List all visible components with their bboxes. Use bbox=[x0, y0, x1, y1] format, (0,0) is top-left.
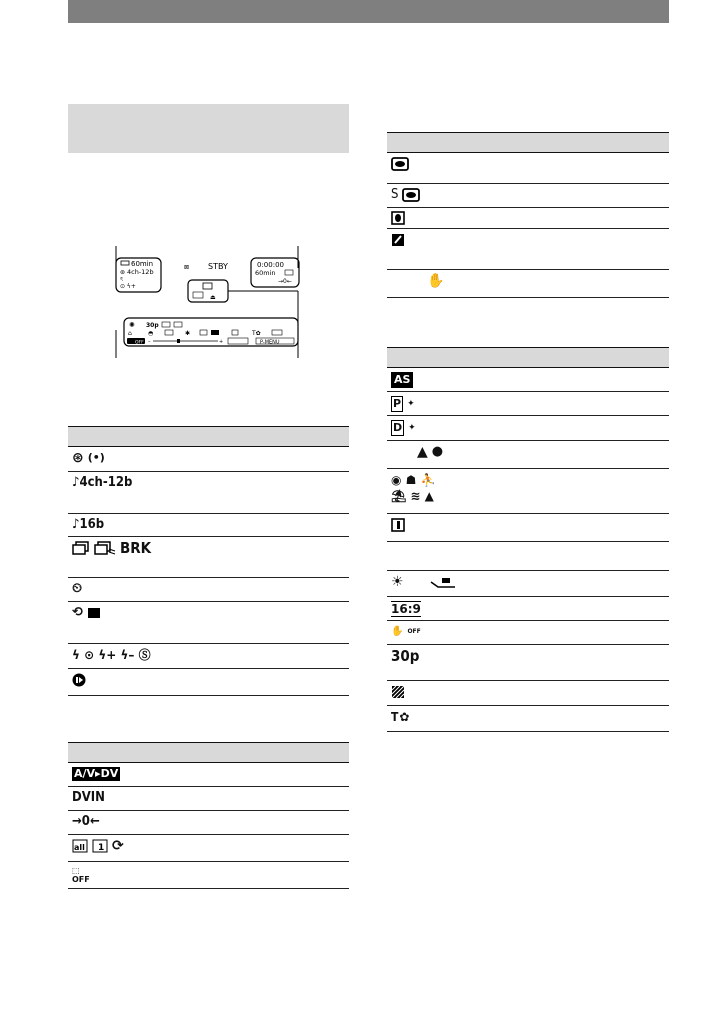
diagram-audio: 4ch-12b bbox=[127, 268, 154, 276]
svg-text:⊙ ϟ+: ⊙ ϟ+ bbox=[120, 283, 136, 290]
row-dv-in: DVIN bbox=[68, 787, 349, 811]
row-steadyshot-off: ✋ OFF bbox=[387, 621, 669, 645]
left-table-1 bbox=[68, 426, 349, 696]
left-table-2 bbox=[68, 742, 349, 889]
row-audio-16b: ♪16b bbox=[68, 514, 349, 537]
row-super-nightshot: S bbox=[387, 184, 669, 208]
row-shake-warning: ✋ bbox=[387, 270, 669, 298]
row-color-slow bbox=[387, 208, 669, 229]
svg-text:⊠: ⊠ bbox=[184, 264, 190, 271]
svg-text:✱: ✱ bbox=[185, 330, 191, 337]
top-bar bbox=[68, 0, 669, 23]
row-digital-effect: D ✦ bbox=[387, 416, 669, 441]
svg-text:+: + bbox=[219, 339, 224, 345]
diagram-30p: 30p bbox=[146, 322, 159, 329]
diagram-counter: 0:00:00 bbox=[257, 261, 284, 269]
svg-text:✺: ✺ bbox=[129, 321, 135, 329]
table-header bbox=[68, 426, 349, 447]
row-nightshot bbox=[387, 153, 669, 184]
row-auto-shutter: AS bbox=[387, 368, 669, 392]
row-audio-4ch: ♪4ch-12b bbox=[68, 472, 349, 514]
row-picture-effect: P ✦ bbox=[387, 392, 669, 416]
svg-text:◓: ◓ bbox=[148, 330, 154, 337]
diagram-pmenu: P-MENU bbox=[260, 339, 280, 346]
row-telemacro bbox=[387, 229, 669, 270]
row-zebra bbox=[387, 681, 669, 706]
row-smooth-slow bbox=[68, 669, 349, 696]
row-blank bbox=[387, 542, 669, 571]
row-fader bbox=[387, 514, 669, 542]
right-table-1 bbox=[387, 132, 669, 298]
svg-text:→0←: →0← bbox=[278, 278, 292, 285]
svg-text:–: – bbox=[148, 339, 151, 345]
diagram-battery: 60min bbox=[131, 260, 154, 268]
svg-text:T✿: T✿ bbox=[252, 330, 261, 337]
row-av-dv: A/V▸DV bbox=[68, 763, 349, 787]
row-burst: BRK bbox=[68, 537, 349, 578]
svg-text:ৎ: ৎ bbox=[120, 276, 124, 283]
diagram-remaining: 60min bbox=[255, 269, 276, 277]
row-white-balance: ☀ bbox=[387, 571, 669, 597]
table-header bbox=[387, 347, 669, 368]
row-frame-30p: 30p bbox=[387, 645, 669, 681]
row-wide-mode: 16:9 bbox=[387, 597, 669, 621]
row-playback-modes: all 1 ⟳ bbox=[68, 835, 349, 862]
svg-text:⌂: ⌂ bbox=[128, 330, 132, 337]
section-heading-box bbox=[68, 104, 349, 153]
row-self-timer: ⏲ bbox=[68, 578, 349, 602]
table-header bbox=[68, 742, 349, 763]
table-header bbox=[387, 132, 669, 153]
lcd-display-diagram bbox=[110, 246, 305, 358]
row-focus-modes: ▲ ● bbox=[387, 441, 669, 469]
row-interval: ⟲ bbox=[68, 602, 349, 644]
diagram-stby: STBY bbox=[208, 262, 228, 271]
row-flash: ϟ ⊙ ϟ+ ϟ– Ⓢ bbox=[68, 644, 349, 669]
row-scene-modes: ◉ ☗ ⛹ ⛱ ≋ ▲ bbox=[387, 469, 669, 514]
row-tele-macro: T ✿ bbox=[387, 706, 669, 732]
row-lcd-backlight-off: ⬚ OFF bbox=[68, 862, 349, 889]
svg-text:⏏: ⏏ bbox=[210, 294, 216, 301]
row-stabilizer: ⊛ (•) bbox=[68, 447, 349, 472]
svg-text:all: all bbox=[74, 843, 85, 852]
row-zero-set: →0← bbox=[68, 811, 349, 835]
right-table-2 bbox=[387, 347, 669, 732]
svg-text:1: 1 bbox=[98, 843, 105, 853]
svg-text:⊛: ⊛ bbox=[120, 269, 126, 276]
diagram-off: OFF bbox=[135, 340, 144, 346]
